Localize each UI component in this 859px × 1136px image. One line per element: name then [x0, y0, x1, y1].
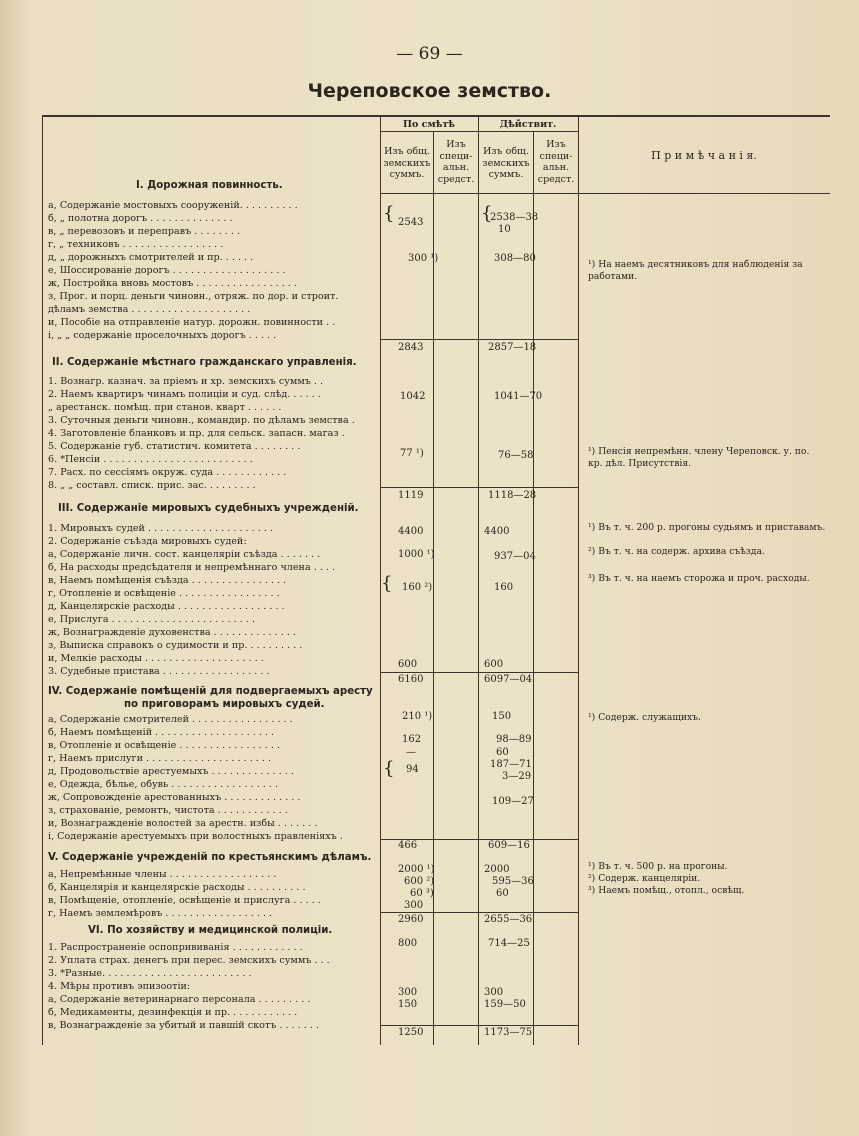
- list-item: а, Содержаніе смотрителей . . . . . . . . . . . . . . . . .: [48, 714, 293, 725]
- list-item: г, Отопленіе и освѣщеніе . . . . . . . . . . . . . . . . .: [48, 588, 280, 599]
- s2-total-smeta: 1119: [398, 490, 424, 501]
- page-title: Череповское земство.: [307, 80, 552, 102]
- list-item: 1. Мировыхъ судей . . . . . . . . . . . . . . . . . . . . .: [48, 523, 274, 534]
- list-item: в, Помѣщеніе, отопленіе, освѣщеніе и прислуга . . . . .: [48, 895, 321, 906]
- section-4-title-2: по приговорамъ мировыхъ судей.: [124, 699, 325, 710]
- s5-total-rule: [380, 912, 578, 913]
- s6-total-rule: [380, 1025, 578, 1026]
- s6-total-smeta: 1250: [398, 1027, 424, 1038]
- s3-deist-2: 937—04: [494, 551, 536, 562]
- s4-deist-6: 109—27: [492, 796, 534, 807]
- list-item: 1. Вознагр. казнач. за пріемъ и хр. земскихъ суммъ . .: [48, 376, 324, 387]
- s3-deist-1: 4400: [484, 526, 510, 537]
- list-item: д, „ дорожныхъ смотрителей и пр. . . . . .: [48, 252, 254, 263]
- s4-deist-2: 98—89: [496, 734, 532, 745]
- header-spec-smeta: Изъ специ-альн. средст.: [437, 139, 475, 185]
- s4-smeta-1: 210 ¹): [402, 711, 433, 722]
- col-divider-5: [578, 115, 579, 1045]
- s3-deist-4: 600: [484, 659, 504, 670]
- section-6-title: VI. По хозяйству и медицинской полиціи.: [88, 925, 333, 936]
- list-item: і, Содержаніе арестуемыхъ при волостныхъ правленіяхъ .: [48, 831, 343, 842]
- col-divider-4: [533, 131, 534, 1045]
- s2-smeta-1: 1042: [400, 391, 426, 402]
- s5-smeta-1: 2000 ¹): [398, 864, 435, 875]
- header-obsh-smeta: Изъ общ. земскихъ суммъ.: [383, 146, 431, 180]
- s1-deist-1: 2538—38: [490, 212, 539, 223]
- s1-deist-2: 308—80: [494, 253, 536, 264]
- list-item: 2. Уплата страх. денегъ при перес. земскихъ суммъ . . .: [48, 955, 330, 966]
- s5-smeta-4: 300: [404, 900, 424, 911]
- list-item: б, Наемъ помѣщеній . . . . . . . . . . . . . . . . . . . .: [48, 727, 275, 738]
- s1-smeta-2: 300 ¹): [408, 253, 439, 264]
- s3-note-2: ²) Въ т. ч. на содерж. архива съѣзда.: [588, 546, 765, 557]
- s1-note: ¹) На наемъ десятниковъ для наблюденія за работами.: [588, 259, 803, 282]
- s3-total-deist: 6097—04: [484, 674, 533, 685]
- list-item: д, Продовольствіе арестуемыхъ . . . . . . . . . . . . . .: [48, 766, 294, 777]
- s4-smeta-4: 94: [406, 764, 419, 775]
- list-item: а, Содержаніе мостовыхъ сооруженій. . . . . . . . . .: [48, 200, 298, 211]
- s2-total-deist: 1118—28: [488, 490, 537, 501]
- s2-total-rule: [380, 487, 578, 488]
- s6-deist-2: 300: [484, 987, 504, 998]
- section-2-title: II. Содержаніе мѣстнаго гражданскаго управленія.: [52, 357, 357, 368]
- brace: {: [383, 758, 395, 779]
- list-item: в, Наемъ помѣщенія съѣзда . . . . . . . . . . . . . . . .: [48, 575, 287, 586]
- list-item: б, Канцелярія и канцелярскіе расходы . . . . . . . . . .: [48, 882, 306, 893]
- list-item: дѣламъ земства . . . . . . . . . . . . . . . . . . . .: [48, 304, 251, 315]
- list-item: ж, Вознагражденіе духовенства . . . . . . . . . . . . . .: [48, 627, 296, 638]
- s1-total-deist: 2857—18: [488, 342, 537, 353]
- list-item: а, Непремѣнные члены . . . . . . . . . . . . . . . . . .: [48, 869, 277, 880]
- brace: {: [381, 573, 393, 594]
- list-item: 6. *Пенсіи . . . . . . . . . . . . . . . . . . . . . . . . .: [48, 454, 253, 465]
- list-item: е, Прислуга . . . . . . . . . . . . . . . . . . . . . . . .: [48, 614, 255, 625]
- s3-total-smeta: 6160: [398, 674, 424, 685]
- brace: {: [383, 203, 395, 224]
- s4-total-smeta: 466: [398, 840, 418, 851]
- header-mid-rule: [380, 131, 578, 132]
- s5-total-smeta: 2960: [398, 914, 424, 925]
- header-obsh-deistvit: Изъ общ. земскихъ суммъ.: [482, 146, 530, 180]
- col-divider-2: [433, 131, 434, 1045]
- list-item: 4. Мѣры противъ эпизоотіи:: [48, 981, 191, 992]
- list-item: 7. Расх. по сессіямъ окруж. суда . . . . . . . . . . . .: [48, 467, 287, 478]
- s6-deist-1: 714—25: [488, 938, 530, 949]
- list-item: б, Медикаменты, дезинфекція и пр. . . . . . . . . . . .: [48, 1007, 298, 1018]
- list-item: б, „ полотна дорогъ . . . . . . . . . . . . . .: [48, 213, 233, 224]
- list-item: е, Одежда, бѣлье, обувь . . . . . . . . . . . . . . . . . .: [48, 779, 279, 790]
- s1-total-rule: [380, 339, 578, 340]
- s2-note: ¹) Пенсія непремѣнн. члену Череповск. у. по. кр. дѣл. Присутствія.: [588, 446, 810, 469]
- list-item: а, Содержаніе личн. сост. канцеляріи съѣзда . . . . . . .: [48, 549, 321, 560]
- list-item: в, Отопленіе и освѣщеніе . . . . . . . . . . . . . . . . .: [48, 740, 281, 751]
- s2-deist-1: 1041—70: [494, 391, 543, 402]
- s4-deist-5: 3—29: [502, 771, 532, 782]
- list-item: г, Наемъ землемѣровъ . . . . . . . . . . . . . . . . . .: [48, 908, 273, 919]
- s4-total-deist: 609—16: [488, 840, 530, 851]
- s5-note-1: ¹) Въ т. ч. 500 р. на прогоны.: [588, 861, 728, 872]
- section-1-title: I. Дорожная повинность.: [136, 180, 283, 191]
- list-item: б, На расходы предсѣдателя и непремѣннаго члена . . . .: [48, 562, 336, 573]
- s6-smeta-2: 300: [398, 987, 418, 998]
- s6-smeta-3: 150: [398, 999, 418, 1010]
- list-item: 2. Наемъ квартиръ чинамъ полиціи и суд. слѣд. . . . . .: [48, 389, 321, 400]
- list-item: ж, Постройка вновь мостовъ . . . . . . . . . . . . . . . . .: [48, 278, 297, 289]
- list-item: д, Канцелярскіе расходы . . . . . . . . . . . . . . . . . .: [48, 601, 285, 612]
- s5-note-2: ²) Содерж. канцеляріи.: [588, 873, 701, 884]
- s3-smeta-1: 4400: [398, 526, 424, 537]
- col-divider-3: [478, 115, 479, 1045]
- list-item: „ арестанск. помѣщ. при станов. кварт . . . . . .: [48, 402, 282, 413]
- list-item: з, страхованіе, ремонтъ, чистота . . . . . . . . . . . .: [48, 805, 288, 816]
- s4-note: ¹) Содерж. служащихъ.: [588, 712, 701, 723]
- list-item: 3. Суточныя деньги чиновн., командир. по дѣламъ земства .: [48, 415, 355, 426]
- list-item: в, Вознагражденіе за убитый и павшій скотъ . . . . . . .: [48, 1020, 320, 1031]
- list-item: а, Содержаніе ветеринарнаго персонала . . . . . . . . .: [48, 994, 311, 1005]
- table-top-rule: [42, 115, 830, 117]
- list-item: 3. *Разные. . . . . . . . . . . . . . . . . . . . . . . . .: [48, 968, 252, 979]
- header-primechania: П р и м ѣ ч а н і я.: [651, 149, 757, 162]
- header-bottom-rule: [380, 193, 830, 194]
- list-item: в, „ перевозовъ и переправъ . . . . . . . .: [48, 226, 241, 237]
- list-item: 8. „ „ составл. списк. прис. зас. . . . . . . . .: [48, 480, 256, 491]
- s3-note-3: ³) Въ т. ч. на наемъ сторожа и проч. расходы.: [588, 573, 810, 584]
- s3-note-1: ¹) Въ т. ч. 200 р. прогоны судьямъ и приставамъ.: [588, 522, 826, 533]
- list-item: и, Пособіе на отправленіе натур. дорожн. повинности . .: [48, 317, 336, 328]
- brace: {: [481, 203, 493, 224]
- s3-deist-3: 160: [494, 582, 514, 593]
- list-item: и, Мелкіе расходы . . . . . . . . . . . . . . . . . . . .: [48, 653, 264, 664]
- page-number: — 69 —: [396, 44, 463, 64]
- s5-total-deist: 2655—36: [484, 914, 533, 925]
- s6-deist-3: 159—50: [484, 999, 526, 1010]
- header-deistvit: Дѣйствит.: [499, 119, 557, 130]
- s5-smeta-2: 600 ²): [404, 876, 435, 887]
- list-item: 3. Судебные пристава . . . . . . . . . . . . . . . . . .: [48, 666, 270, 677]
- s4-deist-1: 150: [492, 711, 512, 722]
- list-item: е, Шоссированіе дорогъ . . . . . . . . . . . . . . . . . . .: [48, 265, 286, 276]
- s6-smeta-1: 800: [398, 938, 418, 949]
- s3-smeta-2: 1000 ¹): [398, 549, 435, 560]
- s4-smeta-3: —: [406, 747, 416, 758]
- s5-smeta-3: 60 ³): [410, 888, 434, 899]
- s3-smeta-3: 160 ²): [402, 582, 433, 593]
- section-3-title: III. Содержаніе мировыхъ судебныхъ учрежденій.: [58, 503, 359, 514]
- s4-smeta-2: 162: [402, 734, 422, 745]
- s1-smeta-1: 2543: [398, 217, 424, 228]
- list-item: 2. Содержаніе съѣзда мировыхъ судей:: [48, 536, 247, 547]
- s2-deist-2: 76—58: [498, 450, 534, 461]
- table-left-border: [42, 115, 43, 1045]
- s5-deist-2: 595—36: [492, 876, 534, 887]
- s3-total-rule: [380, 672, 578, 673]
- list-item: 4. Заготовленіе бланковъ и пр. для сельск. запасн. магаз .: [48, 428, 345, 439]
- s3-smeta-4: 600: [398, 659, 418, 670]
- header-po-smete: По смѣтѣ: [403, 119, 455, 130]
- section-4-title: IV. Содержаніе помѣщеній для подвергаемыхъ аресту: [48, 686, 373, 697]
- list-item: ж, Сопровожденіе арестованныхъ . . . . . . . . . . . . .: [48, 792, 301, 803]
- s1-total-smeta: 2843: [398, 342, 424, 353]
- s5-note-3: ³) Наемъ помѣщ., отопл., освѣщ.: [588, 885, 745, 896]
- s4-deist-3: 60: [496, 747, 509, 758]
- list-item: і, „ „ содержаніе проселочныхъ дорогъ . . . . .: [48, 330, 277, 341]
- list-item: и, Вознагражденіе волостей за арестн. избы . . . . . . .: [48, 818, 318, 829]
- list-item: 1. Распространеніе оспопрививанія . . . . . . . . . . . .: [48, 942, 303, 953]
- s5-deist-3: 60: [496, 888, 509, 899]
- s1-deist-1b: 10: [498, 224, 511, 235]
- list-item: 5. Содержаніе губ. статистич. комитета . . . . . . . .: [48, 441, 301, 452]
- s2-smeta-2: 77 ¹): [400, 448, 424, 459]
- list-item: г, Наемъ прислуги . . . . . . . . . . . . . . . . . . . . .: [48, 753, 272, 764]
- list-item: г, „ техниковъ . . . . . . . . . . . . . . . . .: [48, 239, 224, 250]
- section-5-title: V. Содержаніе учрежденій по крестьянскимъ дѣламъ.: [48, 852, 372, 863]
- header-spec-deistvit: Изъ специ-альн. средст.: [537, 139, 575, 185]
- s6-total-deist: 1173—75: [484, 1027, 533, 1038]
- list-item: з, Выписка справокъ о судимости и пр. . . . . . . . . .: [48, 640, 303, 651]
- list-item: з, Прог. и порц. деньги чиновн., отряж. по дор. и строит.: [48, 291, 339, 302]
- s4-deist-4: 187—71: [490, 759, 532, 770]
- s5-deist-1: 2000: [484, 864, 510, 875]
